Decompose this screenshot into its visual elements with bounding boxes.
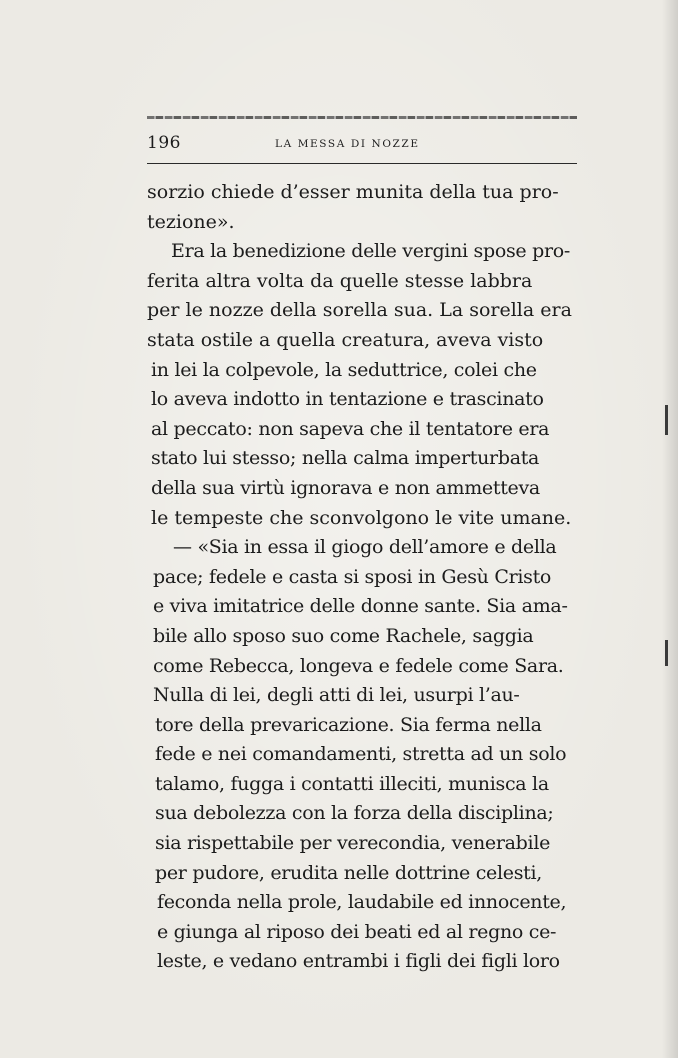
- text-line: della sua virtù ignorava e non ammetteva: [151, 476, 540, 499]
- text-line: come Rebecca, longeva e fedele come Sara.: [153, 654, 564, 677]
- text-line: sua debolezza con la forza della disciplina;: [155, 802, 554, 825]
- text-line: sia rispettabile per verecondia, venerabile: [155, 832, 551, 855]
- page-edge-shadow: [662, 0, 678, 1058]
- text-line: bile allo sposo suo come Rachele, saggia: [153, 624, 534, 647]
- text-line: Era la benedizione delle vergini spose pro-: [171, 240, 571, 263]
- text-line: per le nozze della sorella sua. La sorella era: [147, 299, 572, 322]
- text-line: Nulla di lei, degli atti di lei, usurpi l’au-: [153, 684, 520, 707]
- header-rule: [147, 163, 577, 164]
- text-line: leste, e vedano entrambi i figli dei figli loro: [157, 950, 560, 973]
- page-header: [147, 132, 577, 160]
- text-line: talamo, fugga i contatti illeciti, munisca la: [155, 772, 549, 795]
- text-line: tore della prevaricazione. Sia ferma nella: [155, 713, 542, 736]
- text-line: tezione».: [147, 210, 235, 233]
- text-line: per pudore, erudita nelle dottrine celesti,: [155, 861, 543, 884]
- edge-mark-upper: [665, 405, 668, 435]
- running-title: LA MESSA DI NOZZE: [275, 138, 420, 150]
- top-ornamental-rule: [147, 116, 577, 119]
- edge-mark-lower: [665, 640, 668, 666]
- text-line: sorzio chiede d’esser munita della tua pro-: [147, 181, 559, 203]
- text-line: ferita altra volta da quelle stesse labbra: [147, 269, 533, 292]
- text-line: stato lui stesso; nella calma imperturbata: [151, 447, 540, 470]
- text-line: pace; fedele e casta si sposi in Gesù Cristo: [153, 565, 552, 588]
- text-line: al peccato: non sapeva che il tentatore era: [151, 417, 550, 440]
- text-line: stata ostile a quella creatura, aveva visto: [147, 328, 544, 351]
- text-line: in lei la colpevole, la seduttrice, colei che: [151, 358, 537, 381]
- body-text: [147, 178, 587, 977]
- page-number: 196: [147, 133, 181, 153]
- text-line: — «Sia in essa il giogo dell’amore e della: [173, 536, 557, 559]
- text-line: feconda nella prole, laudabile ed innocente,: [157, 891, 567, 914]
- text-line: e giunga al riposo dei beati ed al regno ce-: [157, 920, 557, 943]
- text-line: e viva imitatrice delle donne sante. Sia ama-: [153, 595, 568, 618]
- text-line: fede e nei comandamenti, stretta ad un solo: [155, 743, 567, 766]
- text-line: lo aveva indotto in tentazione e trascinato: [151, 388, 544, 411]
- text-line: le tempeste che sconvolgono le vite umane.: [151, 506, 572, 529]
